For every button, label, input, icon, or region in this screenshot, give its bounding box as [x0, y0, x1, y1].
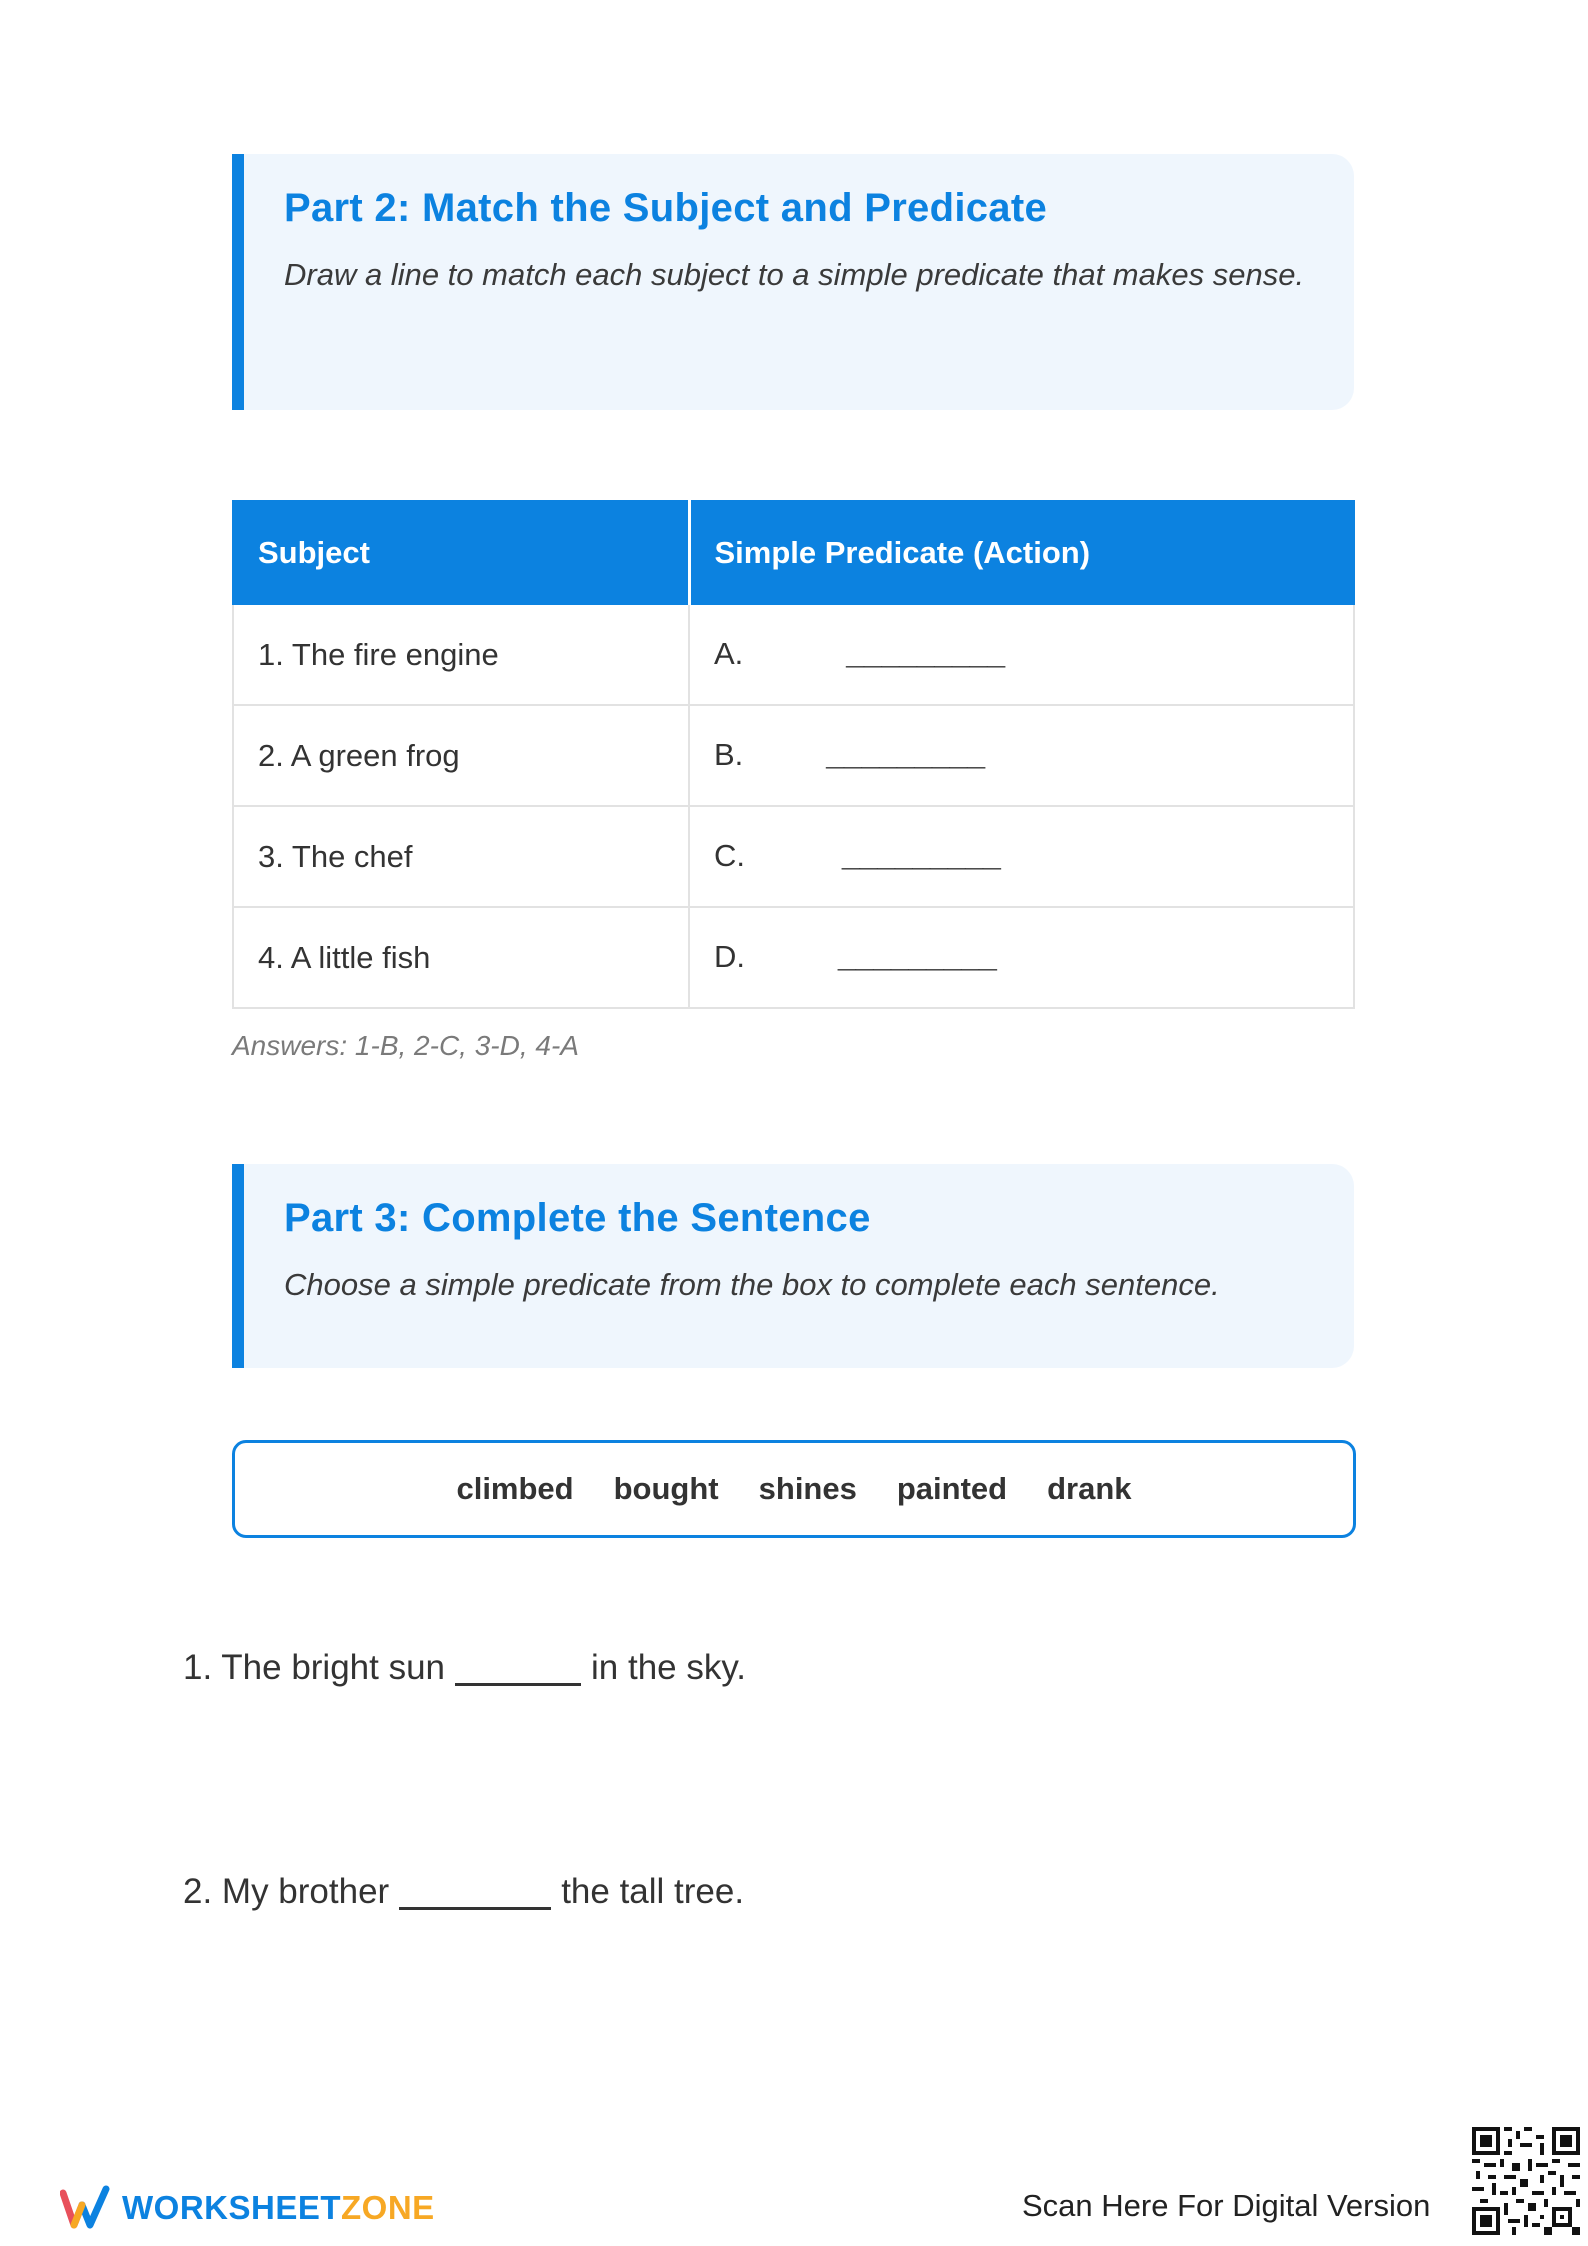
- table-row: [233, 705, 1354, 806]
- worksheetzone-logo-icon: [60, 2183, 110, 2233]
- answer-blank[interactable]: _________: [845, 638, 1005, 674]
- worksheetzone-logo[interactable]: [60, 2178, 435, 2238]
- qr-code-icon[interactable]: [1472, 2126, 1580, 2236]
- subject-cell: 3. The chef: [233, 806, 689, 907]
- word-bank-item[interactable]: drank: [1047, 1471, 1132, 1506]
- subject-cell: 1. The fire engine: [233, 604, 689, 705]
- brand-name-part2: ZONE: [341, 2189, 435, 2226]
- sentence-2: [183, 1872, 744, 1912]
- predicate-cell[interactable]: [689, 907, 1354, 1008]
- brand-name: [122, 2189, 435, 2227]
- table-row: [233, 806, 1354, 907]
- subject-column-header: Subject: [233, 501, 689, 604]
- predicate-cell[interactable]: [689, 705, 1354, 806]
- scan-text: Scan Here For Digital Version: [1022, 2188, 1431, 2223]
- answer-blank[interactable]: _________: [841, 840, 1001, 876]
- word-bank-item[interactable]: shines: [758, 1471, 857, 1506]
- sentence-blank[interactable]: [399, 1904, 551, 1910]
- sentence-1: [183, 1648, 746, 1688]
- part3-header: [232, 1164, 1354, 1368]
- sentence-end: the tall tree.: [561, 1872, 745, 1911]
- sentence-start: 2. My brother: [183, 1872, 390, 1911]
- table-row: [233, 907, 1354, 1008]
- part3-title: Part 3: Complete the Sentence: [284, 1196, 871, 1240]
- subject-cell: 4. A little fish: [233, 907, 689, 1008]
- answer-blank[interactable]: _________: [825, 739, 985, 775]
- part3-instructions: Choose a simple predicate from the box to complete each sentence.: [284, 1267, 1220, 1302]
- predicate-cell[interactable]: [689, 806, 1354, 907]
- word-bank-item[interactable]: painted: [896, 1471, 1008, 1506]
- part2-instructions: Draw a line to match each subject to a simple predicate that makes sense.: [284, 257, 1305, 292]
- subject-cell: 2. A green frog: [233, 705, 689, 806]
- predicate-letter: A.: [714, 635, 744, 671]
- sentence-end: in the sky.: [591, 1648, 747, 1687]
- answer-blank[interactable]: _________: [837, 941, 997, 977]
- predicate-cell[interactable]: [689, 604, 1354, 705]
- word-bank-item[interactable]: climbed: [456, 1471, 574, 1506]
- matching-table: [232, 500, 1355, 1009]
- word-bank-item[interactable]: bought: [613, 1471, 719, 1506]
- predicate-letter: B.: [714, 736, 744, 772]
- part2-title: Part 2: Match the Subject and Predicate: [284, 186, 1048, 230]
- word-bank: [232, 1440, 1356, 1538]
- answer-key: Answers: 1-B, 2-C, 3-D, 4-A: [232, 1030, 579, 1061]
- predicate-letter: D.: [714, 938, 745, 974]
- sentence-start: 1. The bright sun: [183, 1648, 446, 1687]
- table-header-row: [233, 501, 1354, 604]
- brand-name-part1: WORKSHEET: [122, 2189, 341, 2226]
- table-row: [233, 604, 1354, 705]
- predicate-letter: C.: [714, 837, 745, 873]
- part2-header: [232, 154, 1354, 410]
- predicate-column-header: Simple Predicate (Action): [689, 501, 1354, 604]
- sentence-blank[interactable]: [455, 1680, 581, 1686]
